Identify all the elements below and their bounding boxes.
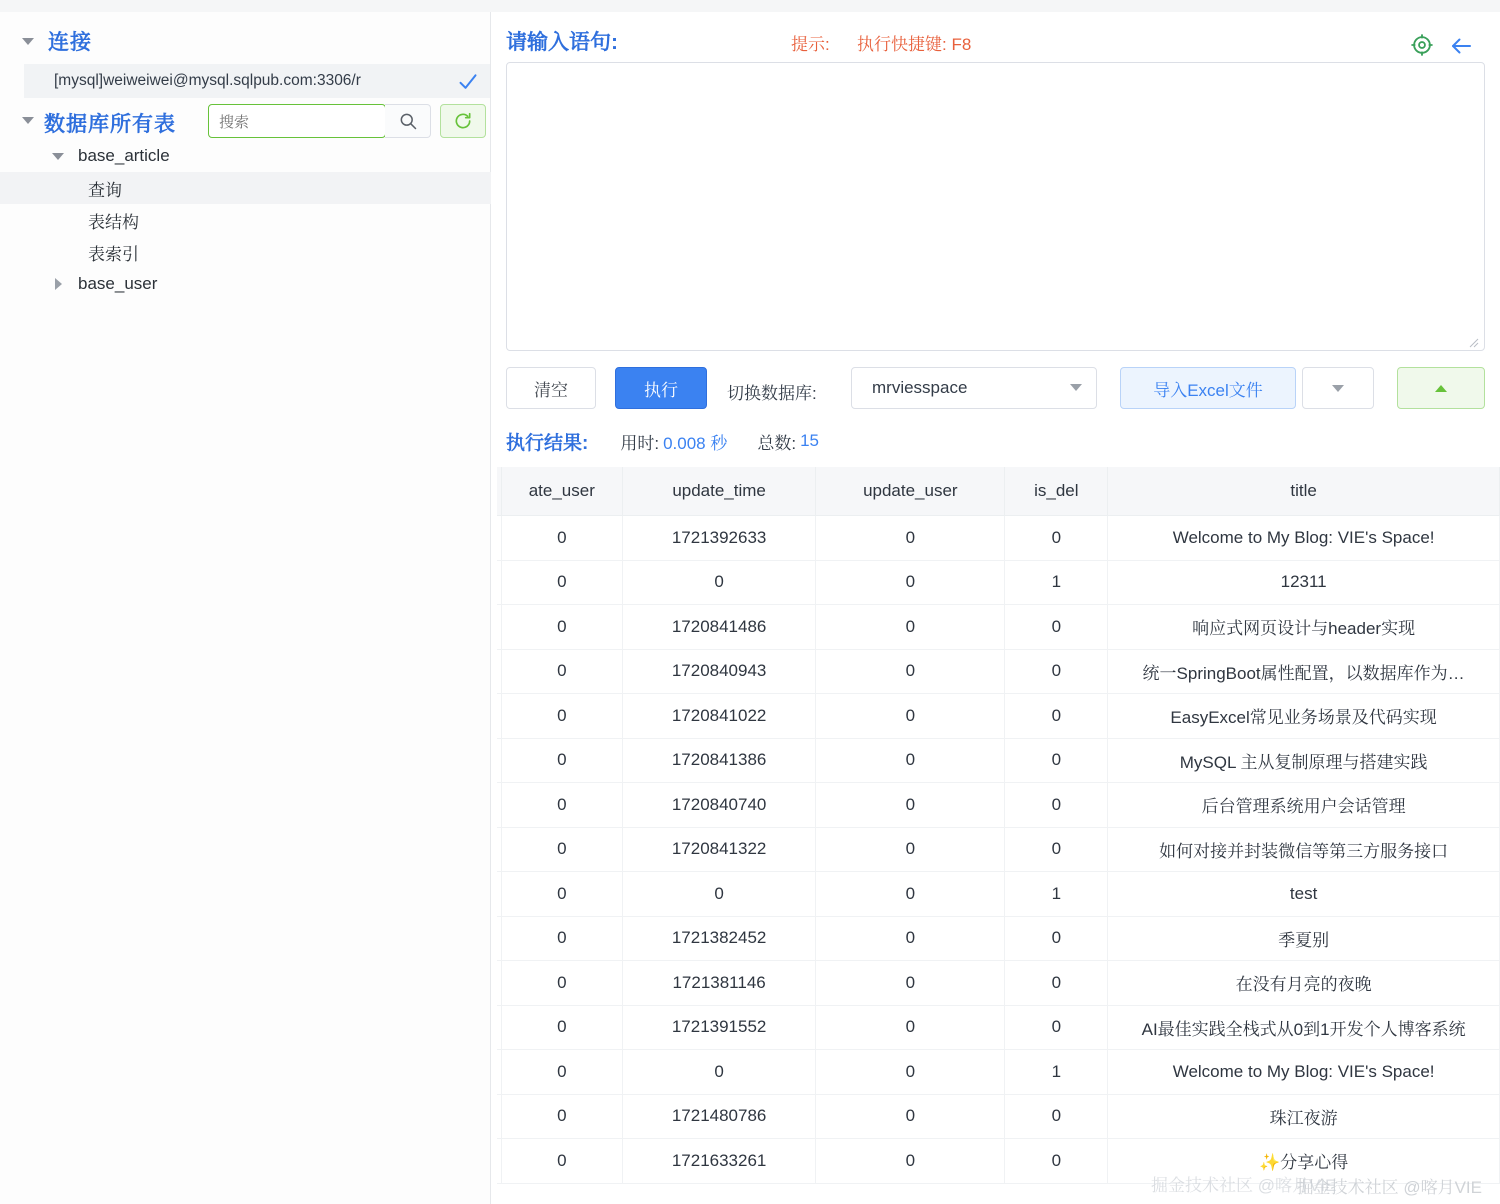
table-cell: 0 — [501, 783, 622, 828]
table-cell: 0 — [1005, 1005, 1108, 1050]
result-summary — [506, 427, 849, 455]
table-cell: 0 — [501, 605, 622, 650]
tree-item-label: 查询 — [88, 180, 122, 200]
table-row[interactable] — [497, 694, 1500, 739]
table-cell: 0 — [816, 605, 1005, 650]
table-cell: 0 — [622, 1050, 815, 1095]
tree-item-label: base_article — [78, 146, 170, 165]
database-select[interactable] — [851, 367, 1097, 409]
table-row[interactable] — [497, 560, 1500, 605]
table-cell: 1720841486 — [622, 605, 815, 650]
table-tree — [0, 140, 491, 300]
result-time-label: 用时: — [620, 433, 660, 453]
refresh-icon — [453, 111, 473, 131]
database-select-value: mrviesspace — [872, 378, 968, 397]
result-table-wrapper[interactable] — [497, 467, 1500, 1204]
table-body — [497, 516, 1500, 1184]
table-cell: 0 — [1005, 827, 1108, 872]
table-cell: 0 — [816, 916, 1005, 961]
databases-caret-icon[interactable] — [22, 117, 34, 124]
table-row[interactable] — [497, 1005, 1500, 1050]
table-cell: AI最佳实践全栈式从0到1开发个人博客系统 — [1108, 1005, 1500, 1050]
table-cell: 1 — [1005, 1050, 1108, 1095]
table-cell: 珠江夜游 — [1108, 1094, 1500, 1139]
table-row[interactable] — [497, 649, 1500, 694]
tree-item-base_user[interactable] — [0, 268, 491, 300]
table-cell: 1 — [1005, 560, 1108, 605]
table-cell: 0 — [816, 649, 1005, 694]
databases-title: 数据库所有表 — [44, 113, 176, 136]
table-cell: 0 — [1005, 605, 1108, 650]
result-count-label: 总数: — [757, 433, 797, 453]
table-row[interactable] — [497, 516, 1500, 561]
table-cell: MySQL 主从复制原理与搭建实践 — [1108, 738, 1500, 783]
editor-resize-handle[interactable] — [1469, 338, 1479, 348]
hint-label: 提示: — [791, 35, 830, 54]
tree-item-label: base_user — [78, 274, 158, 293]
table-cell: 1720840943 — [622, 649, 815, 694]
tree-item-table-structure[interactable] — [0, 204, 491, 236]
table-cell: 1720840740 — [622, 783, 815, 828]
switch-db-label: 切换数据库: — [727, 384, 817, 403]
search-icon — [398, 111, 418, 131]
table-cell: 0 — [1005, 1094, 1108, 1139]
result-table — [497, 467, 1500, 1184]
table-header-cell[interactable]: update_time — [622, 467, 815, 516]
table-cell: EasyExcel常见业务场景及代码实现 — [1108, 694, 1500, 739]
table-cell: 0 — [1005, 916, 1108, 961]
refresh-button[interactable] — [440, 104, 486, 138]
table-header-cell[interactable]: update_user — [816, 467, 1005, 516]
table-cell: 0 — [1005, 738, 1108, 783]
table-cell: 1720841022 — [622, 694, 815, 739]
table-cell: 季夏别 — [1108, 916, 1500, 961]
import-excel-button[interactable]: 导入Excel文件 — [1120, 367, 1296, 409]
table-cell: 1721391552 — [622, 1005, 815, 1050]
table-cell: 0 — [501, 1005, 622, 1050]
table-cell: 0 — [501, 516, 622, 561]
chevron-down-icon — [1070, 384, 1082, 391]
table-cell: 0 — [816, 961, 1005, 1006]
table-cell: 1721480786 — [622, 1094, 815, 1139]
table-row[interactable] — [497, 916, 1500, 961]
gear-icon[interactable] — [1411, 34, 1433, 56]
table-cell: 0 — [501, 1139, 622, 1184]
table-cell: 0 — [501, 916, 622, 961]
table-cell: 后台管理系统用户会话管理 — [1108, 783, 1500, 828]
table-cell: 0 — [501, 694, 622, 739]
table-cell: ✨分享心得 — [1108, 1139, 1500, 1184]
table-cell: 0 — [501, 872, 622, 917]
connection-title: 连接 — [48, 31, 92, 54]
clear-button[interactable]: 清空 — [506, 367, 596, 409]
connection-item[interactable] — [24, 64, 490, 98]
table-cell: 如何对接并封装微信等第三方服务接口 — [1108, 827, 1500, 872]
table-cell: 12311 — [1108, 560, 1500, 605]
table-cell: 0 — [622, 872, 815, 917]
table-cell: 0 — [1005, 516, 1108, 561]
table-row[interactable] — [497, 1139, 1500, 1184]
chevron-down-icon[interactable] — [52, 153, 64, 160]
table-header-row — [497, 467, 1500, 516]
result-time-value: 0.008 秒 — [663, 433, 728, 453]
table-cell: 1721381146 — [622, 961, 815, 1006]
tree-item-label: 表索引 — [88, 244, 139, 264]
table-cell: 1721392633 — [622, 516, 815, 561]
table-row[interactable] — [497, 738, 1500, 783]
search-button[interactable] — [385, 104, 431, 138]
table-cell: 0 — [816, 1094, 1005, 1139]
collapse-button[interactable] — [1397, 367, 1485, 409]
table-row[interactable] — [497, 872, 1500, 917]
table-cell: 0 — [501, 961, 622, 1006]
table-cell: 响应式网页设计与header实现 — [1108, 605, 1500, 650]
tree-item-base_article[interactable] — [0, 140, 491, 172]
hint-shortcut: 执行快捷键: F8 — [857, 35, 972, 54]
table-cell: 1721633261 — [622, 1139, 815, 1184]
tree-item-label: 表结构 — [88, 212, 139, 232]
table-cell: 0 — [501, 1050, 622, 1095]
execute-button[interactable]: 执行 — [615, 367, 707, 409]
table-header-cell[interactable]: title — [1108, 467, 1500, 516]
table-cell: 0 — [1005, 694, 1108, 739]
table-row[interactable] — [497, 783, 1500, 828]
table-row[interactable] — [497, 827, 1500, 872]
table-cell: 统一SpringBoot属性配置，以数据库作为… — [1108, 649, 1500, 694]
table-cell: 1721382452 — [622, 916, 815, 961]
table-cell: test — [1108, 872, 1500, 917]
chevron-down-icon — [1332, 385, 1344, 392]
table-cell: 0 — [816, 560, 1005, 605]
import-more-button[interactable] — [1302, 367, 1374, 409]
table-header-cell[interactable]: is_del — [1005, 467, 1108, 516]
connection-string: [mysql]weiweiwei@mysql.sqlpub.com:3306/r — [54, 72, 361, 89]
table-cell: 0 — [816, 738, 1005, 783]
table-cell: 0 — [622, 560, 815, 605]
check-icon — [458, 72, 478, 92]
sidebar — [0, 12, 491, 1204]
table-cell: 1720841322 — [622, 827, 815, 872]
chevron-up-icon — [1435, 385, 1447, 392]
table-row[interactable] — [497, 1050, 1500, 1095]
tree-item-query[interactable] — [0, 172, 491, 204]
table-cell: 0 — [816, 1139, 1005, 1184]
table-cell: 0 — [1005, 649, 1108, 694]
table-cell: 0 — [816, 694, 1005, 739]
result-title: 执行结果: — [506, 432, 589, 454]
watermark-right: 掘金技术社区 @喀月VIE — [1296, 1178, 1482, 1197]
table-cell: 0 — [816, 1050, 1005, 1095]
connection-caret-icon[interactable] — [22, 38, 34, 45]
table-row[interactable] — [497, 605, 1500, 650]
table-cell: 0 — [1005, 1139, 1108, 1184]
table-cell: 1720841386 — [622, 738, 815, 783]
table-cell: 0 — [816, 872, 1005, 917]
search-input[interactable] — [209, 105, 381, 139]
table-row[interactable] — [497, 1094, 1500, 1139]
main-panel — [491, 12, 1500, 1204]
back-arrow-icon[interactable] — [1449, 34, 1473, 58]
table-row[interactable] — [497, 961, 1500, 1006]
table-cell: 0 — [816, 827, 1005, 872]
sql-input-label: 请输入语句: — [506, 31, 618, 54]
tree-item-table-index[interactable] — [0, 236, 491, 268]
table-cell: 0 — [816, 783, 1005, 828]
table-header-cell[interactable]: ate_user — [501, 467, 622, 516]
table-cell: 0 — [816, 516, 1005, 561]
table-cell: 0 — [501, 827, 622, 872]
table-cell: 0 — [501, 560, 622, 605]
table-cell: 0 — [501, 649, 622, 694]
table-cell: Welcome to My Blog: VIE's Space! — [1108, 1050, 1500, 1095]
table-cell: 0 — [1005, 783, 1108, 828]
table-cell: 0 — [501, 1094, 622, 1139]
table-cell: 0 — [501, 738, 622, 783]
table-cell: Welcome to My Blog: VIE's Space! — [1108, 516, 1500, 561]
table-cell: 0 — [1005, 961, 1108, 1006]
result-count-value: 15 — [800, 431, 819, 450]
table-cell: 1 — [1005, 872, 1108, 917]
watermark-center: 掘金技术社区 @喀月VIE — [1151, 1176, 1337, 1195]
table-cell: 在没有月亮的夜晚 — [1108, 961, 1500, 1006]
chevron-right-icon[interactable] — [55, 278, 62, 290]
table-cell: 0 — [816, 1005, 1005, 1050]
sql-editor[interactable] — [506, 62, 1485, 351]
search-input-wrapper[interactable] — [208, 104, 386, 138]
